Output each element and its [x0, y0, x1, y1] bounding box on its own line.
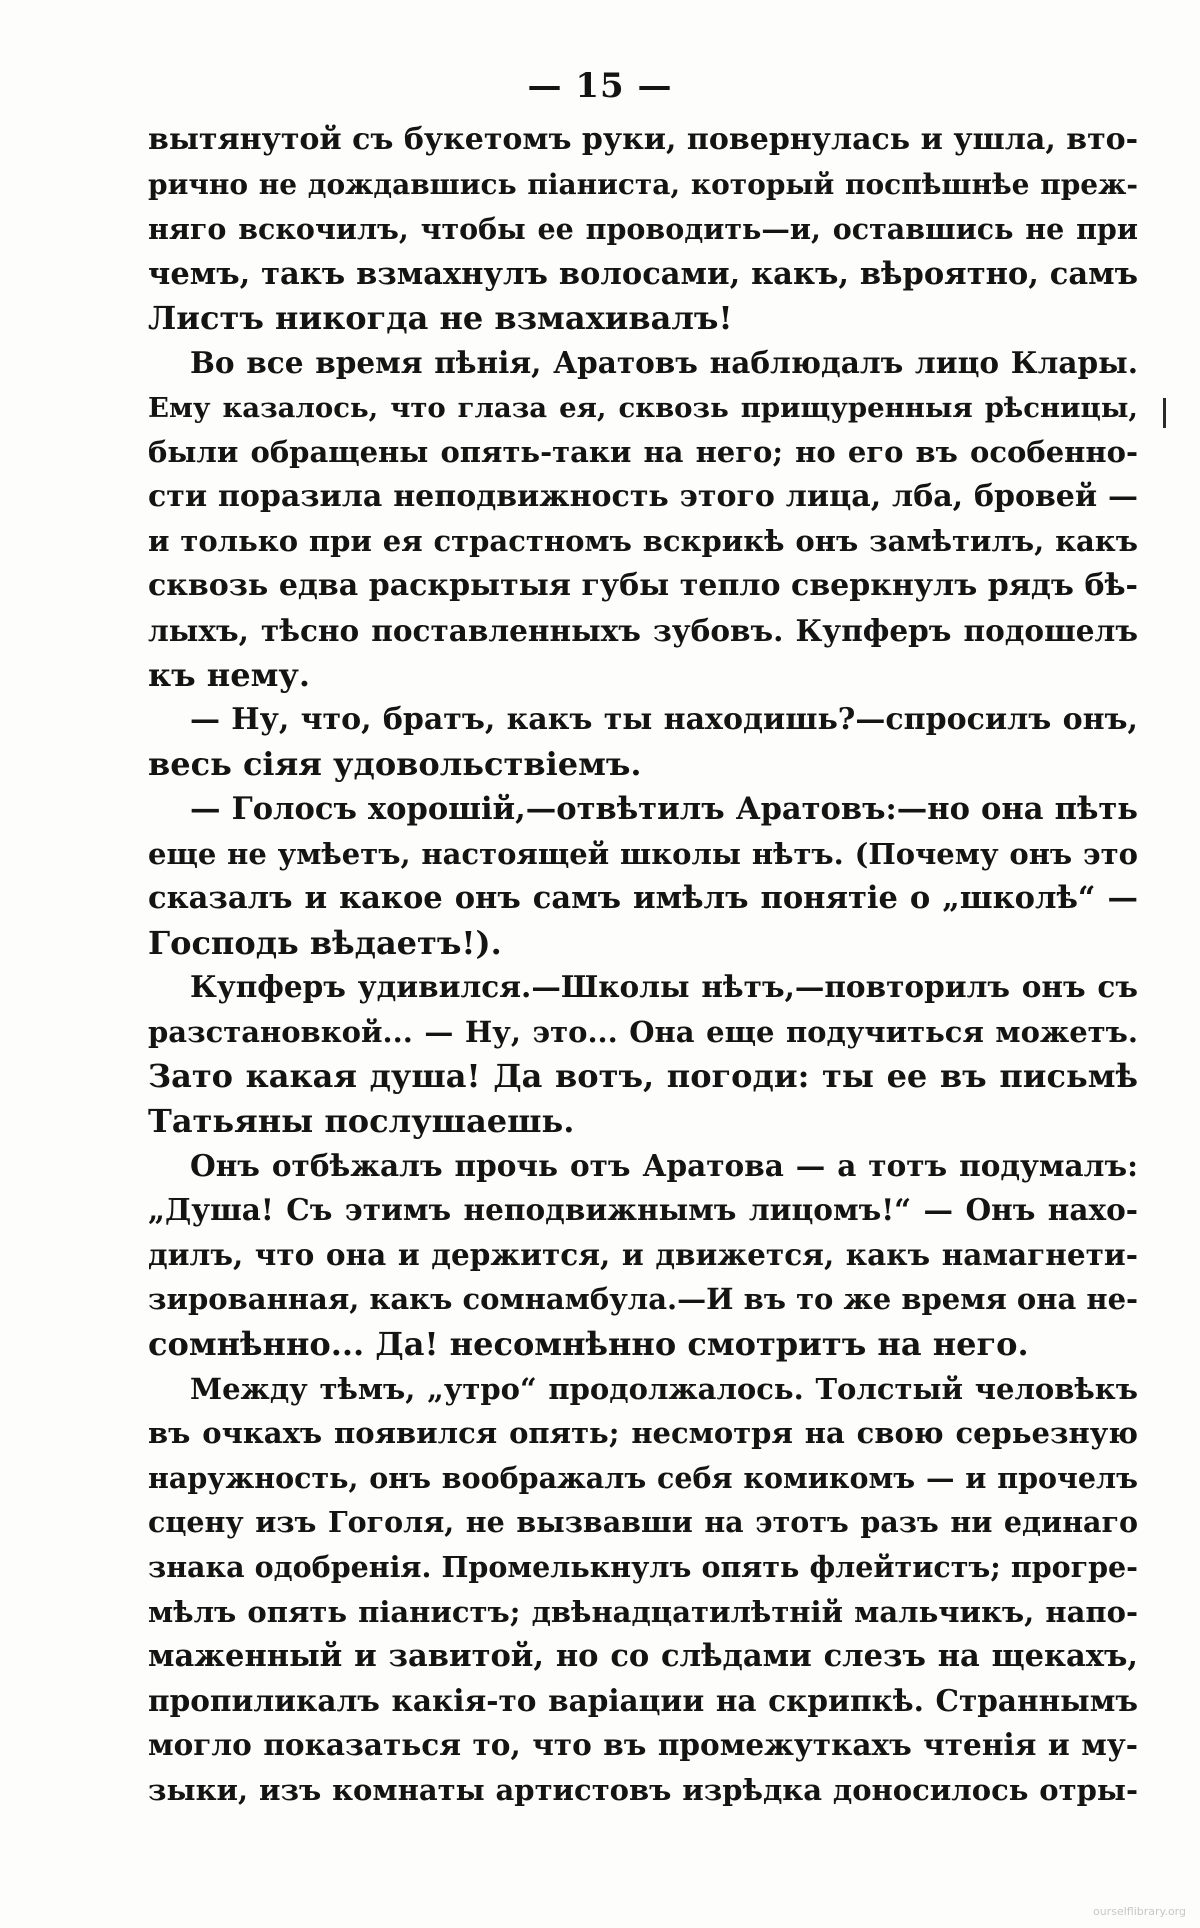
text-line: дилъ, что она и держится, и движется, какъ намагнети-: [148, 1236, 1138, 1272]
page-number: — 15 —: [527, 66, 673, 106]
text-line: лыхъ, тѣсно поставленныхъ зубовъ. Купферъ подошелъ: [148, 612, 1138, 648]
text-line: сти поразила неподвижность этого лица, лба, бровей —: [148, 478, 1138, 514]
text-line: няго вскочилъ, чтобы ее проводить—и, оставшись не при: [148, 212, 1138, 247]
text-line: могло показаться то, что въ промежуткахъ чтенія и му-: [148, 1727, 1138, 1763]
text-line: Татьяны послушаешь.: [148, 1102, 575, 1141]
text-line: рично не дождавшись піаниста, который поспѣшнѣе преж-: [148, 167, 1138, 201]
text-line: вытянутой съ букетомъ руки, повернулась и ушла, вто-: [148, 122, 1138, 157]
text-line: разстановкой... — Ну, это... Она еще подучиться можетъ.: [148, 1014, 1138, 1049]
text-line: Во все время пѣнія, Аратовъ наблюдалъ лицо Клары.: [190, 344, 1138, 380]
text-line: въ очкахъ появился опять; несмотря на свою серьезную: [148, 1416, 1138, 1451]
text-line: Ему казалось, что глаза ея, сквозь прищуренныя рѣсницы,: [148, 391, 1138, 424]
text-line: Господь вѣдаетъ!).: [148, 923, 502, 962]
text-line: зыки, изъ комнаты артистовъ изрѣдка доносилось отры-: [148, 1772, 1138, 1807]
text-line: „Душа! Съ этимъ неподвижнымъ лицомъ!“ — Онъ нахо-: [148, 1192, 1138, 1228]
text-line: наружность, онъ воображалъ себя комикомъ — и прочелъ: [148, 1460, 1138, 1495]
text-line: были обращены опять-таки на него; но его въ особенно-: [148, 435, 1138, 470]
text-line: пропиликалъ какія-то варіации на скрипкѣ. Страннымъ: [148, 1682, 1138, 1718]
text-line: чемъ, такъ взмахнулъ волосами, какъ, вѣроятно, самъ: [148, 255, 1138, 292]
text-line: къ нему.: [148, 656, 310, 695]
text-line: Купферъ удивился.—Школы нѣтъ,—повторилъ онъ съ: [190, 969, 1138, 1005]
text-line: знака одобренія. Промелькнулъ опять флейтистъ; прогре-: [148, 1550, 1138, 1584]
text-line: — Голосъ хорошій,—отвѣтилъ Аратовъ:—но она пѣть: [190, 790, 1138, 827]
text-line: сказалъ и какое онъ самъ имѣлъ понятіе о „школѣ“ —: [148, 880, 1138, 917]
watermark: ourselflibrary.org: [1092, 1905, 1186, 1918]
text-line: весь сіяя удовольствіемъ.: [148, 745, 642, 784]
text-line: Зато какая душа! Да вотъ, погоди: ты ее въ письмѣ: [148, 1057, 1138, 1096]
text-line: сцену изъ Гоголя, не вызвавши на этотъ разъ ни единаго: [148, 1505, 1138, 1540]
text-line: Между тѣмъ, „утро“ продолжалось. Толстый человѣкъ: [190, 1371, 1138, 1406]
text-line: сквозь едва раскрытыя губы тепло сверкнулъ рядъ бѣ-: [148, 567, 1138, 603]
body-text: [148, 118, 1138, 1813]
text-line: еще не умѣетъ, настоящей школы нѣтъ. (Почему онъ это: [148, 836, 1138, 871]
text-line: маженный и завитой, но со слѣдами слезъ на щекахъ,: [148, 1638, 1138, 1675]
text-line: зированная, какъ сомнамбула.—И въ то же время она не-: [148, 1282, 1138, 1317]
text-line: — Ну, что, братъ, какъ ты находишь?—спросилъ онъ,: [190, 701, 1138, 737]
text-line: сомнѣнно... Да! несомнѣнно смотритъ на него.: [148, 1325, 1029, 1364]
text-line: Листъ никогда не взмахивалъ!: [148, 299, 733, 338]
text-line: Онъ отбѣжалъ прочь отъ Аратова — а тотъ подумалъ:: [190, 1147, 1138, 1183]
margin-mark: [1163, 398, 1166, 428]
text-line: и только при ея страстномъ вскрикѣ онъ замѣтилъ, какъ: [148, 524, 1138, 559]
text-line: мѣлъ опять піанистъ; двѣнадцатилѣтній мальчикъ, напо-: [148, 1594, 1138, 1629]
